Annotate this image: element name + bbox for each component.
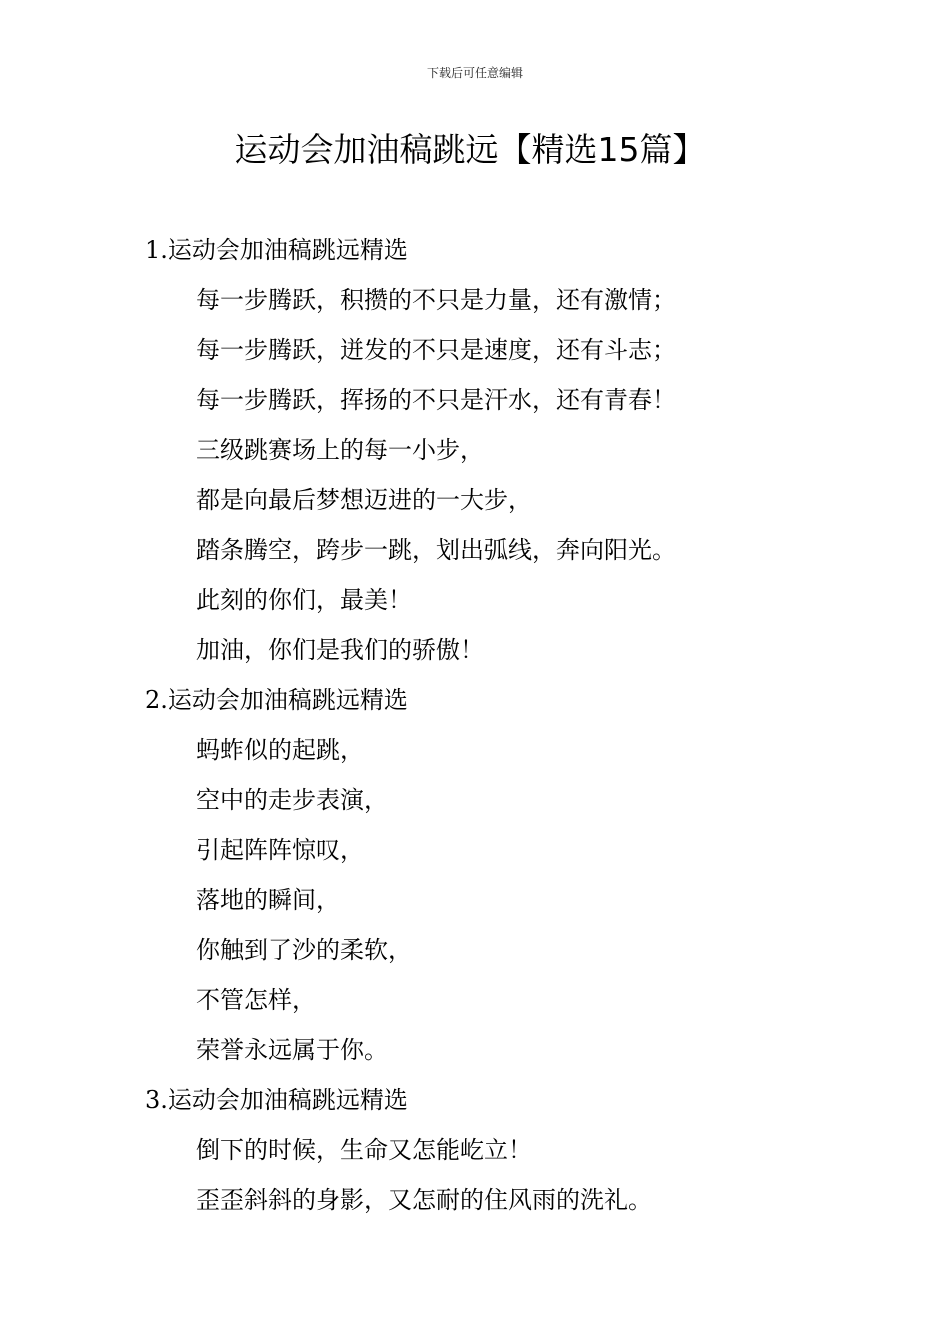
document-body bbox=[0, 225, 950, 1225]
verse-line: 每一步腾跃，挥扬的不只是汗水，还有青春！ bbox=[196, 386, 676, 414]
section-1 bbox=[0, 225, 950, 675]
header-note: 下载后可任意编辑 bbox=[426, 66, 523, 80]
verse-line: 此刻的你们，最美！ bbox=[196, 586, 412, 614]
section-3 bbox=[0, 1075, 950, 1225]
verse-line: 荣誉永远属于你。 bbox=[196, 1036, 388, 1064]
verse-line: 引起阵阵惊叹， bbox=[196, 836, 364, 864]
verse-line: 每一步腾跃，迸发的不只是速度，还有斗志； bbox=[196, 336, 676, 364]
page-title: 运动会加油稿跳远【精选15篇】 bbox=[234, 130, 706, 169]
verse-line: 都是向最后梦想迈进的一大步， bbox=[196, 486, 532, 514]
verse-line: 不管怎样， bbox=[196, 986, 316, 1014]
verse-line: 倒下的时候，生命又怎能屹立！ bbox=[196, 1136, 532, 1164]
verse-line: 你触到了沙的柔软， bbox=[196, 936, 412, 964]
section-2 bbox=[0, 675, 950, 1075]
verse-line: 歪歪斜斜的身影，又怎耐的住风雨的洗礼。 bbox=[196, 1186, 652, 1214]
verse-line: 空中的走步表演， bbox=[196, 786, 388, 814]
section-heading: 3.运动会加油稿跳远精选 bbox=[145, 1086, 408, 1114]
section-heading: 1.运动会加油稿跳远精选 bbox=[145, 236, 408, 264]
verse-line: 加油，你们是我们的骄傲！ bbox=[196, 636, 484, 664]
verse-line: 踏条腾空，跨步一跳，划出弧线，奔向阳光。 bbox=[196, 536, 676, 564]
verse-line: 蚂蚱似的起跳， bbox=[196, 736, 364, 764]
verse-line: 每一步腾跃，积攒的不只是力量，还有激情； bbox=[196, 286, 676, 314]
section-heading: 2.运动会加油稿跳远精选 bbox=[145, 686, 408, 714]
verse-line: 三级跳赛场上的每一小步， bbox=[196, 436, 484, 464]
verse-line: 落地的瞬间， bbox=[196, 886, 340, 914]
